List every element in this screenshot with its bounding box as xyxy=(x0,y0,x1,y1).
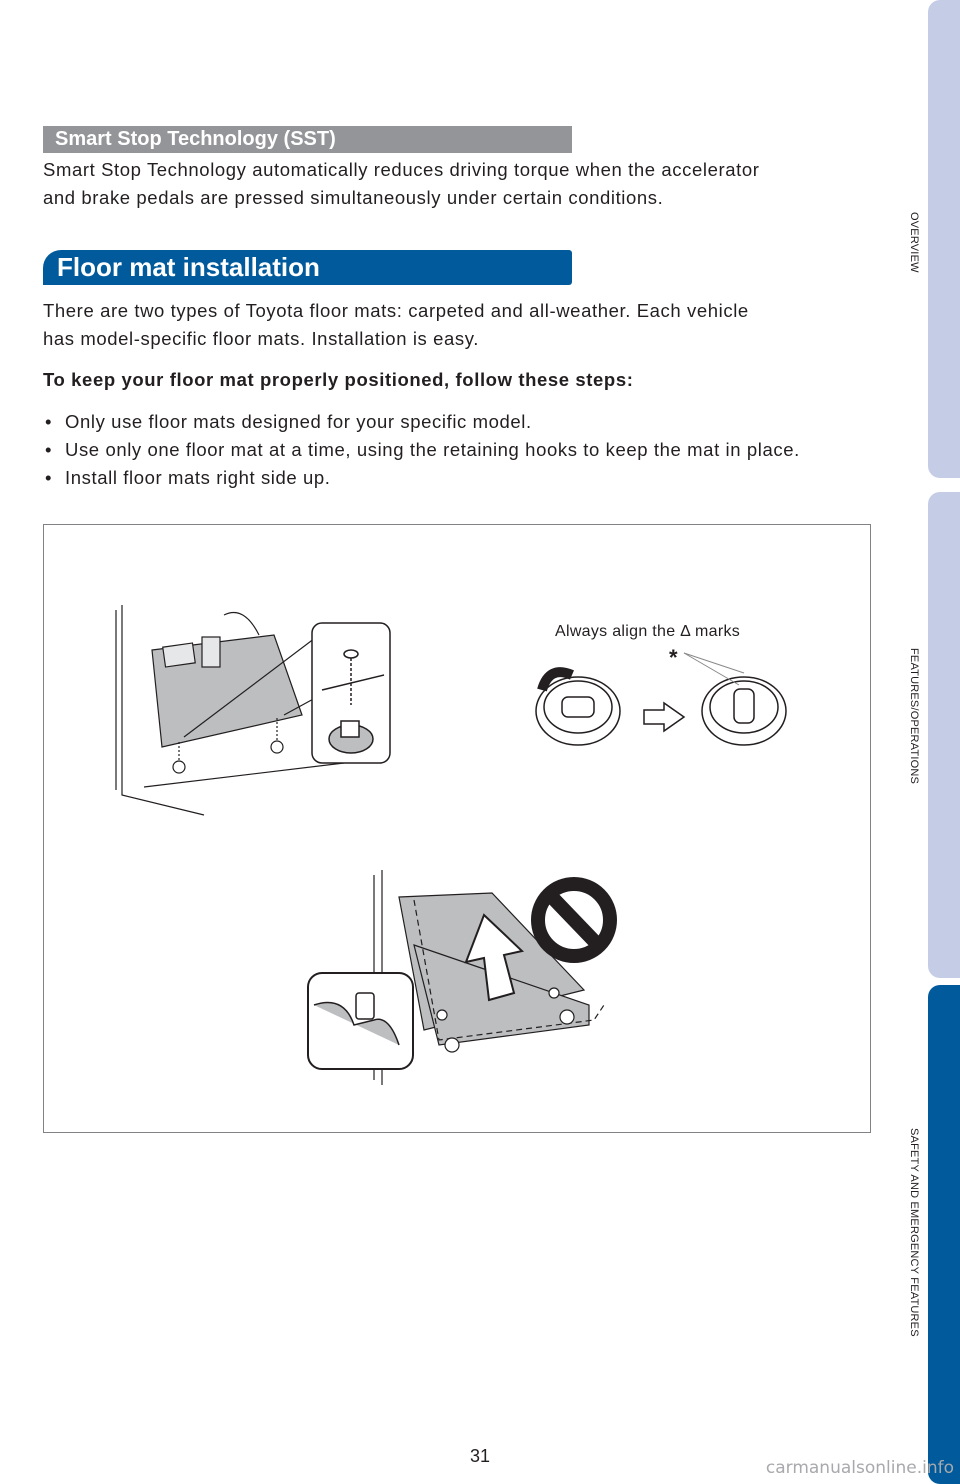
steps-heading: To keep your floor mat properly positioned, follow these steps: xyxy=(43,369,634,390)
watermark: carmanualsonline.info xyxy=(765,1458,954,1478)
sst-description xyxy=(43,156,863,212)
illustration-drawing xyxy=(44,525,870,1132)
step-item: • Only use floor mats designed for your specific model. xyxy=(43,408,863,436)
floor-mat-section-title: Floor mat installation xyxy=(43,250,572,285)
tab-overview[interactable] xyxy=(928,0,960,478)
tab-safety-emergency[interactable] xyxy=(928,985,960,1484)
tab-label-safety-emergency: SAFETY AND EMERGENCY FEATURES xyxy=(908,1128,920,1337)
sst-section-title: Smart Stop Technology (SST) xyxy=(43,126,572,153)
page-number: 31 xyxy=(469,1446,491,1466)
tab-label-features-operations: FEATURES/OPERATIONS xyxy=(908,648,920,785)
step-item: • Use only one floor mat at a time, using the retaining hooks to keep the mat in place. xyxy=(43,436,863,464)
prohibited-icon xyxy=(538,884,610,956)
sst-line-1: Smart Stop Technology automatically reduces driving torque when the accelerator xyxy=(43,159,760,180)
floor-mat-intro xyxy=(43,297,863,353)
steps-list xyxy=(43,408,863,492)
figure-caption: Always align the Δ marks xyxy=(555,623,741,640)
step-item: • Install floor mats right side up. xyxy=(43,464,863,492)
retainer-knob-diagram xyxy=(536,653,786,745)
tab-label-overview: OVERVIEW xyxy=(908,212,920,273)
tab-features-operations[interactable] xyxy=(928,492,960,978)
floor-mat-intro-line-2: has model-specific floor mats. Installation is easy. xyxy=(43,328,479,349)
hook-detail-inset xyxy=(312,623,390,763)
floor-mat-illustration xyxy=(43,524,871,1133)
floor-mat-intro-line-1: There are two types of Toyota floor mats: carpeted and all-weather. Each vehicle xyxy=(43,300,749,321)
sst-line-2: and brake pedals are pressed simultaneously under certain conditions. xyxy=(43,187,664,208)
floor-mat-top-illustration xyxy=(116,605,344,815)
incorrect-position-inset xyxy=(308,973,413,1069)
asterisk-mark: * xyxy=(669,645,678,670)
